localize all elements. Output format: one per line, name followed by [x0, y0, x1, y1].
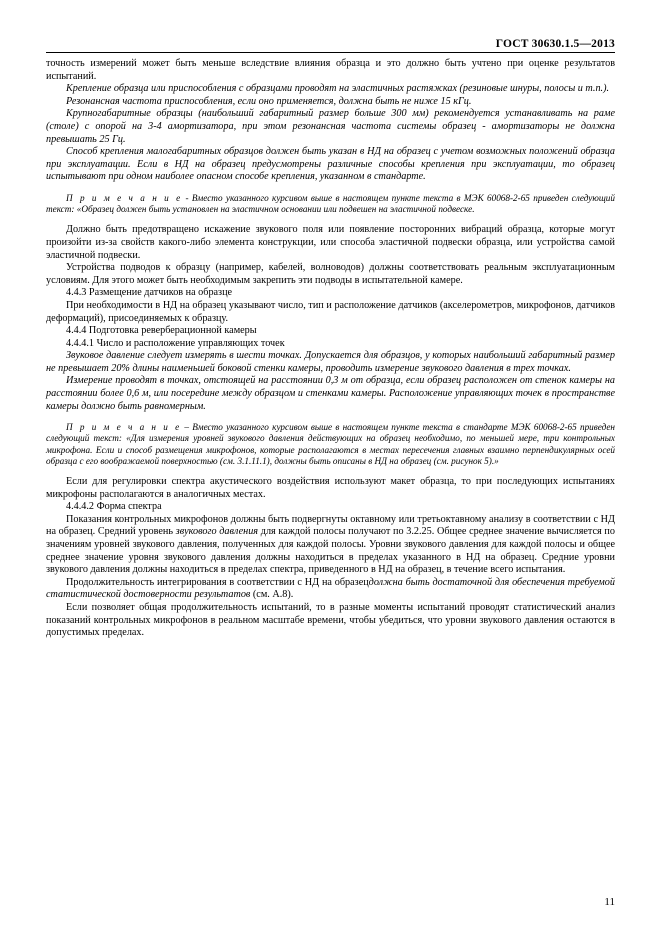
heading-4-4-4-2: 4.4.4.2 Форма спектра	[66, 501, 162, 513]
paragraph-17	[46, 577, 615, 602]
document-body	[46, 58, 615, 640]
paragraph-2: Крепление образца или приспособления с образцами проводят на эластичных растяжках (резиновые шнуры, полосы и т.п.).	[66, 83, 610, 95]
paragraph-16-part-a: Показания контрольных микрофонов должны быть подвергнуты октавному или третьоктавному анализу в соответствии с НД на образец. Средний уровень	[46, 513, 615, 538]
note-1-text: - Вместо указанного курсивом выше в настоящем пункте текста в МЭК 60068-2-65 приведен следующий текст: «Образец должен быть установлен на эластичном основании или подвешен на эластичной подвеске.	[46, 192, 615, 215]
note-2-label: П р и м е ч а н и е	[66, 422, 182, 433]
paragraph-16-italic: звукового давления	[175, 526, 259, 538]
spacer	[46, 467, 615, 476]
header-rule	[46, 52, 615, 53]
paragraph-6: Должно быть предотвращено искажение звукового поля или появление посторонних вибраций образца, которые могут произойти из-за свойств какого-либо элемента конструкции, или способа эластичной подвески образца, или устройства самой эластичной подвески.	[46, 224, 615, 261]
paragraph-9: При необходимости в НД на образец указывают число, тип и расположение датчиков (акселерометров, микрофонов, датчиков деформаций), присоединяемых к образцу.	[46, 299, 615, 324]
page-number: 11	[604, 896, 615, 908]
spacer	[46, 184, 615, 193]
page-header	[46, 38, 615, 50]
heading-4-4-3: 4.4.3 Размещение датчиков на образце	[66, 287, 233, 299]
heading-4-4-4: 4.4.4 Подготовка реверберационной камеры	[66, 325, 257, 337]
note-2-text: – Вместо указанного курсивом выше в настоящем пункте текста в стандарте МЭК 60068-2-65 приведен следующий текст: «Для измерения уровней звукового давления действующих на образец необходимо, по меньшей мере, три контрольных микрофона. Если и способ размещения микрофонов, которые располагаются в местах пересечения главных взаимно перпендикулярных осей образца с его воображаемой поверхностью (см. 3.1.11.1), должны быть описаны в НД на образец (см. рисунок 5).»	[46, 422, 615, 466]
spacer	[46, 215, 615, 224]
heading-4-4-4-1: 4.4.4.1 Число и расположение управляющих точек	[66, 337, 285, 349]
paragraph-5: Способ крепления малогабаритных образцов должен быть указан в НД на образец с учетом возможных положений образца при эксплуатации. Если в НД на образец предусмотрены различные способы крепления при эксплуатации, то образец испытывают при одном наиболее опасном способе крепления, указанном в стандарте.	[46, 146, 615, 183]
paragraph-13: Измерение проводят в точках, отстоящей на расстоянии 0,3 м от образца, если образец расположен от стенок камеры на расстоянии более 0,6 м, или посередине между образцом и стенками камеры. Расположение управляющих точек в пространстве камеры должно быть равномерным.	[46, 375, 615, 412]
spacer	[46, 413, 615, 422]
note-1	[46, 193, 615, 215]
paragraph-12: Звуковое давление следует измерять в шести точках. Допускается для образцов, у которых наибольший габаритный размер не превышает 20% длины наименьшей боковой стенки камеры, проводить измерение звукового давления в трех точках.	[46, 350, 615, 374]
paragraph-17-part-a: Продолжительность интегрирования в соответствии с НД на образец	[66, 576, 369, 588]
standard-number: ГОСТ 30630.1.5—2013	[495, 38, 615, 50]
note-1-label: П р и м е ч а н и е	[66, 192, 183, 203]
paragraph-4: Крупногабаритные образцы (наибольший габаритный размер больше 300 мм) рекомендуется устанавливать на раме (столе) с опорой на 3-4 амортизатора, при этом резонансная частота системы образец - амортизаторы не должна превышать 25 Гц.	[46, 108, 615, 145]
paragraph-16	[46, 514, 615, 577]
paragraph-3: Резонансная частота приспособления, если оно применяется, должна быть не ниже 15 кГц.	[66, 95, 472, 107]
paragraph-18: Если позволяет общая продолжительность испытаний, то в разные моменты испытаний проводят статистический анализ показаний контрольных микрофонов в реальном масштабе времени, чтобы убедиться, что уровни звукового давления остаются в допустимых пределах.	[46, 602, 615, 639]
paragraph-17-part-b: (см. А.8).	[250, 589, 294, 601]
paragraph-7: Устройства подводов к образцу (например, кабелей, волноводов) должны соответствовать реальным эксплуатационным условиям. Для этого может быть необходимым закрепить эти подводы в испытательной камере.	[46, 262, 615, 286]
paragraph-14: Если для регулировки спектра акустического воздействия используют макет образца, то при последующих испытаниях микрофоны располагаются в аналогичных местах.	[46, 476, 615, 500]
note-2	[46, 422, 615, 467]
paragraph-17-italic: должна быть достаточной для обеспечения требуемой статистической достоверности результатов	[46, 576, 615, 601]
paragraph-1: точность измерений может быть меньше вследствие влияния образца и это должно быть учтено при оценке результатов испытаний.	[46, 58, 615, 82]
paragraph-16-part-b: для каждой полосы получают по 3.2.25. Общее среднее значение вычисляется по значениям уровней звукового давления, полученных для каждой полосы. Уровни звукового давления для каждой полосы и общее среднее значение уровня звукового давления должны находиться в пределах указанного в НД на образец. Средние уровни звукового давления должны находиться в пределах спектра, приведенного в НД на образец, в течение всего испытания.	[46, 526, 615, 576]
